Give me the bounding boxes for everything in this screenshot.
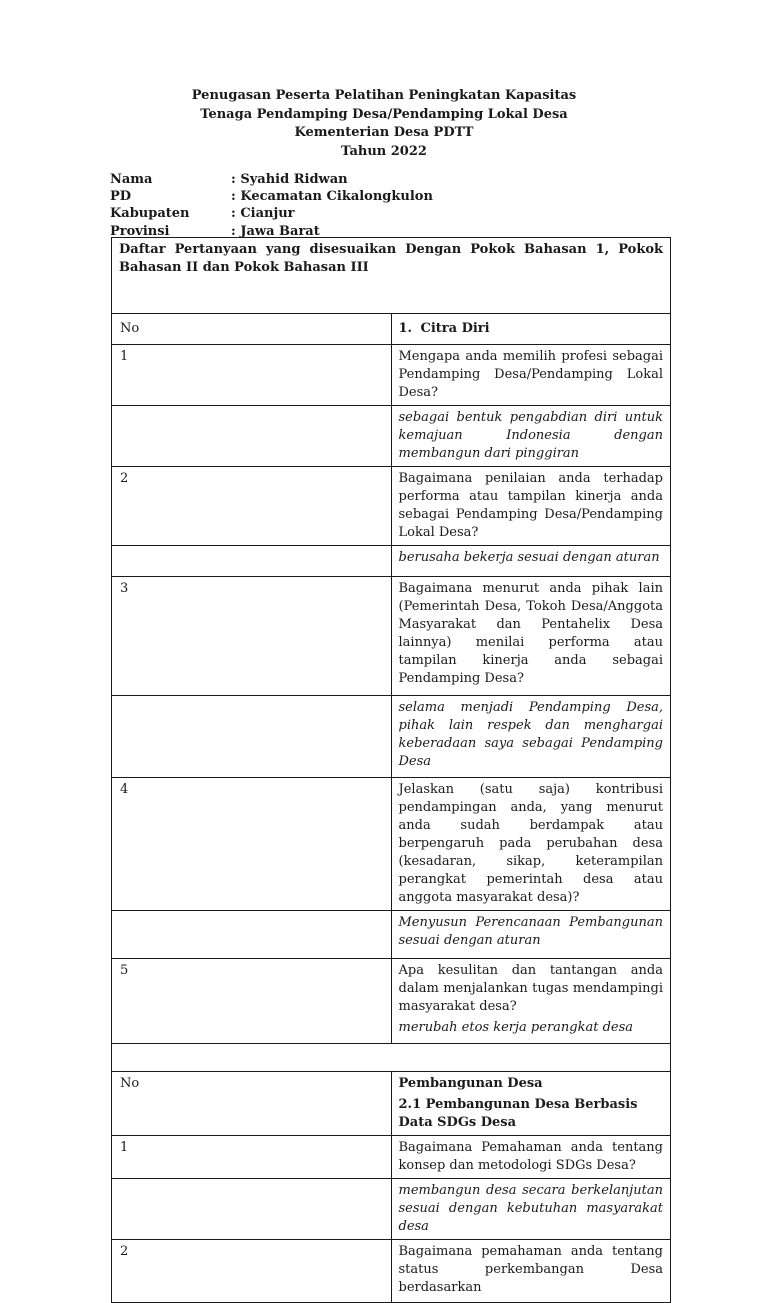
question-text: Apa kesulitan dan tantangan anda dalam menjalankan tugas mendampingi masyarakat desa?	[398, 963, 663, 1014]
questionnaire-table	[111, 237, 671, 1303]
answer-text: Menyusun Perencanaan Pembangunan sesuai dengan aturan	[391, 911, 671, 959]
title-line: Tahun 2022	[341, 143, 427, 159]
question-row	[112, 467, 671, 546]
empty-cell	[112, 406, 392, 467]
identity-value: : Kecamatan Cikalongkulon	[231, 189, 433, 205]
identity-key: PD	[110, 189, 132, 205]
intro-cell: Daftar Pertanyaan yang disesuaikan Dengan Pokok Bahasan 1, Pokok Bahasan II dan Pokok Bahasan III	[112, 238, 671, 314]
section-header-row	[112, 1072, 671, 1136]
question-answer-cell	[391, 959, 671, 1044]
table-row	[112, 238, 671, 314]
empty-cell	[112, 911, 392, 959]
empty-cell	[112, 546, 392, 577]
empty-cell	[112, 1179, 392, 1240]
answer-row	[112, 911, 671, 959]
question-number: 1	[112, 1136, 392, 1179]
question-number: 5	[112, 959, 392, 1044]
document-title	[0, 87, 768, 161]
question-number: 3	[112, 577, 392, 696]
question-row	[112, 345, 671, 406]
question-text: Jelaskan (satu saja) kontribusi pendampingan anda, yang menurut anda sudah berdampak atau berpengaruh pada perubahan desa (kesadaran, sikap, keterampilan perangkat pemerintah desa atau anggota masyarakat desa)?	[391, 778, 671, 911]
question-number: 2	[112, 1240, 392, 1303]
answer-text: sebagai bentuk pengabdian diri untuk kemajuan Indonesia dengan membangun dari pinggiran	[391, 406, 671, 467]
answer-text: merubah etos kerja perangkat desa	[398, 1020, 634, 1035]
title-line: Tenaga Pendamping Desa/Pendamping Lokal Desa	[200, 106, 568, 122]
identity-key: Kabupaten	[110, 206, 190, 222]
answer-text: membangun desa secara berkelanjutan sesuai dengan kebutuhan masyarakat desa	[391, 1179, 671, 1240]
question-row	[112, 959, 671, 1044]
question-row	[112, 1240, 671, 1303]
identity-value: : Syahid Ridwan	[231, 172, 348, 187]
section-subtitle: 2.1 Pembangunan Desa Berbasis Data SDGs Desa	[398, 1097, 638, 1130]
question-text: Bagaimana Pemahaman anda tentang konsep dan metodologi SDGs Desa?	[391, 1136, 671, 1179]
title-line: Kementerian Desa PDTT	[294, 125, 474, 140]
section-title-text: Citra Diri	[420, 321, 490, 336]
identity-row-nama	[110, 171, 670, 188]
answer-row	[112, 546, 671, 577]
question-text: Bagaimana penilaian anda terhadap performa atau tampilan kinerja anda sebagai Pendamping Desa/Pendamping Lokal Desa?	[391, 467, 671, 546]
question-row	[112, 778, 671, 911]
spacer-row	[112, 1044, 671, 1072]
identity-row-pd	[110, 188, 670, 205]
question-row	[112, 1136, 671, 1179]
section-title-cell	[391, 1072, 671, 1136]
answer-row	[112, 696, 671, 778]
question-text: Mengapa anda memilih profesi sebagai Pendamping Desa/Pendamping Lokal Desa?	[391, 345, 671, 406]
identity-value: : Jawa Barat	[231, 223, 320, 239]
answer-text: berusaha bekerja sesuai dengan aturan	[391, 546, 671, 577]
no-label: No	[112, 1072, 392, 1136]
question-text: Bagaimana pemahaman anda tentang status perkembangan Desa berdasarkan	[391, 1240, 671, 1303]
answer-row	[112, 406, 671, 467]
answer-row	[112, 1179, 671, 1240]
title-line: Penugasan Peserta Pelatihan Peningkatan Kapasitas	[191, 88, 577, 103]
identity-key: Provinsi	[110, 223, 170, 239]
section-number: 1.	[398, 321, 413, 336]
section-title	[391, 314, 671, 345]
section-title-text: Pembangunan Desa	[398, 1076, 543, 1091]
question-number: 2	[112, 467, 392, 546]
identity-key: Nama	[110, 172, 153, 187]
no-label: No	[112, 314, 392, 345]
empty-cell	[112, 1044, 671, 1072]
question-number: 4	[112, 778, 392, 911]
identity-block	[110, 171, 670, 240]
answer-text: selama menjadi Pendamping Desa, pihak lain respek dan menghargai keberadaan saya sebagai Pendamping Desa	[391, 696, 671, 778]
identity-row-kabupaten	[110, 205, 670, 222]
identity-value: : Cianjur	[231, 206, 295, 222]
question-text: Bagaimana menurut anda pihak lain (Pemerintah Desa, Tokoh Desa/Anggota Masyarakat dan Pentahelix Desa lainnya) menilai performa atau tampilan kinerja anda sebagai Pendamping Desa?	[391, 577, 671, 696]
question-number: 1	[112, 345, 392, 406]
empty-cell	[112, 696, 392, 778]
section-header-row	[112, 314, 671, 345]
question-row	[112, 577, 671, 696]
